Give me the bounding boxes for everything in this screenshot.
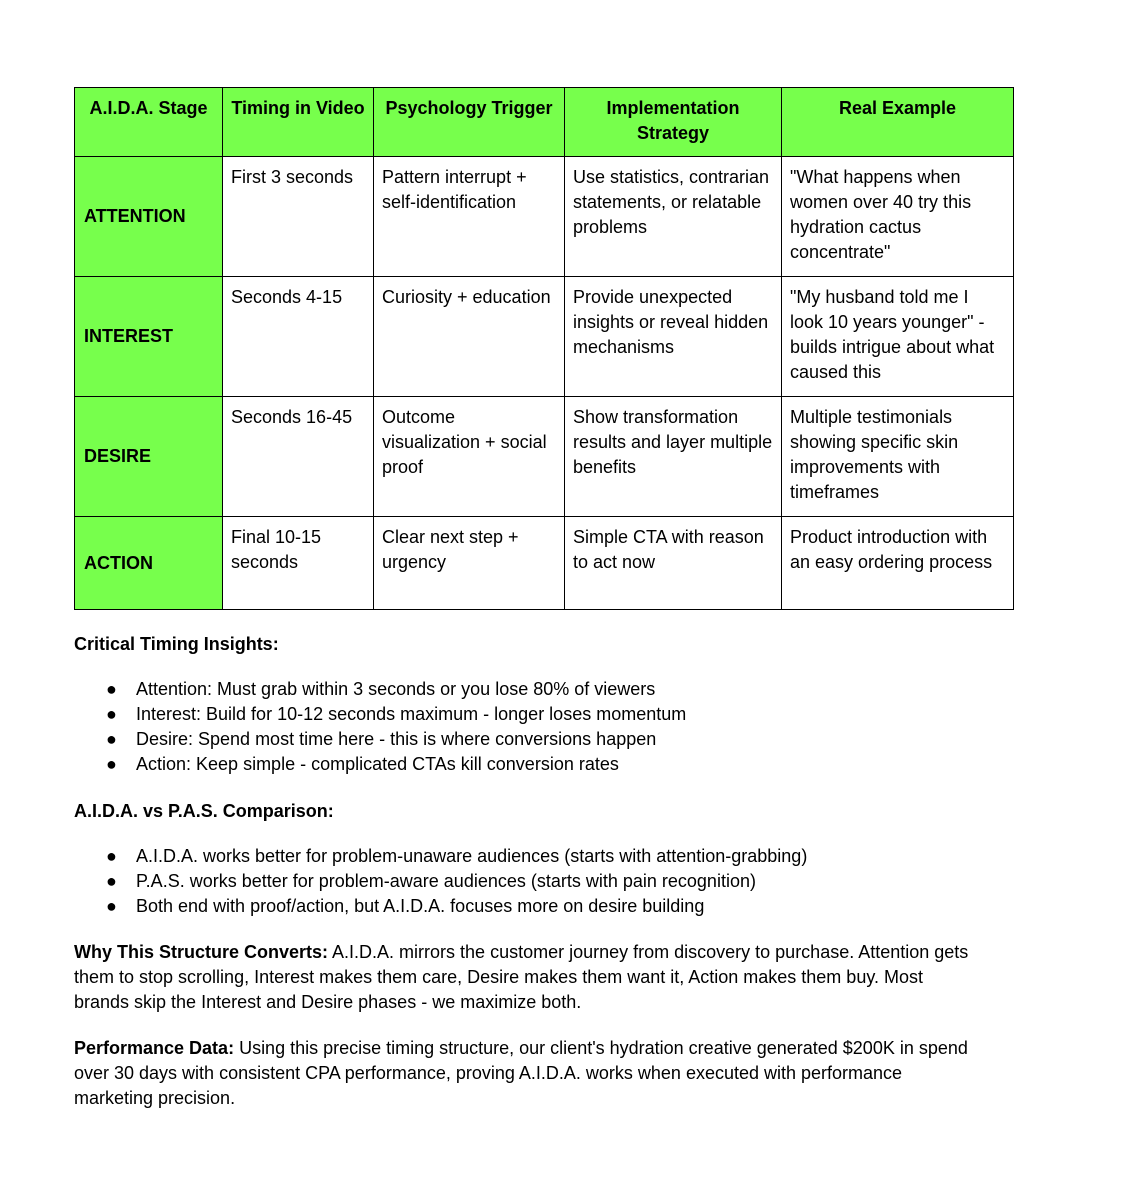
table-row [75,397,1014,517]
trigger-cell: Pattern interrupt + self-identification [374,157,565,277]
bullet-icon: ● [106,871,117,891]
table-header-row [75,88,1014,157]
table-row [75,157,1014,277]
timing-insights-heading: Critical Timing Insights: [74,634,279,654]
performance-paragraph [74,1036,974,1111]
list-item [74,702,974,727]
list-item [74,869,974,894]
stage-cell: ACTION [75,517,223,610]
stage-cell: DESIRE [75,397,223,517]
list-item [74,727,974,752]
aida-table [74,87,1014,610]
example-cell: Multiple testimonials showing specific skin improvements with timeframes [782,397,1014,517]
trigger-cell: Curiosity + education [374,277,565,397]
list-item-text: P.A.S. works better for problem-aware audiences (starts with pain recognition) [136,871,756,891]
stage-cell: ATTENTION [75,157,223,277]
table-row [75,517,1014,610]
example-cell: "My husband told me I look 10 years younger" - builds intrigue about what caused this [782,277,1014,397]
header-timing: Timing in Video [223,88,374,157]
why-converts-paragraph [74,940,974,1015]
timing-cell: Seconds 4-15 [223,277,374,397]
why-converts-text: A.I.D.A. mirrors the customer journey from discovery to purchase. Attention gets them to stop scrolling, Interest makes them care, Desire makes them want it, Action makes them buy. Most brands skip the Interest and Desire phases - we maximize both. [74,942,969,1012]
bullet-icon: ● [106,754,117,774]
strategy-cell: Use statistics, contrarian statements, or relatable problems [565,157,782,277]
example-cell: Product introduction with an easy ordering process [782,517,1014,610]
list-item-text: Desire: Spend most time here - this is where conversions happen [136,729,657,749]
list-item-text: Action: Keep simple - complicated CTAs kill conversion rates [136,754,619,774]
comparison-section [74,799,974,919]
trigger-cell: Outcome visualization + social proof [374,397,565,517]
comparison-heading: A.I.D.A. vs P.A.S. Comparison: [74,801,334,821]
timing-cell: First 3 seconds [223,157,374,277]
header-trigger: Psychology Trigger [374,88,565,157]
header-strategy: Implementation Strategy [565,88,782,157]
list-item-text: Both end with proof/action, but A.I.D.A. focuses more on desire building [136,896,705,916]
header-stage: A.I.D.A. Stage [75,88,223,157]
why-converts-label: Why This Structure Converts: [74,942,329,962]
timing-insights-section [74,632,974,777]
timing-insights-list [74,677,974,777]
strategy-cell: Simple CTA with reason to act now [565,517,782,610]
comparison-list [74,844,974,919]
list-item [74,844,974,869]
list-item-text: Attention: Must grab within 3 seconds or you lose 80% of viewers [136,679,656,699]
bullet-icon: ● [106,704,117,724]
list-item-text: A.I.D.A. works better for problem-unaware audiences (starts with attention-grabbing) [136,846,808,866]
bullet-icon: ● [106,896,117,916]
header-example: Real Example [782,88,1014,157]
stage-cell: INTEREST [75,277,223,397]
bullet-icon: ● [106,729,117,749]
timing-cell: Final 10-15 seconds [223,517,374,610]
strategy-cell: Provide unexpected insights or reveal hidden mechanisms [565,277,782,397]
bullet-icon: ● [106,846,117,866]
strategy-cell: Show transformation results and layer multiple benefits [565,397,782,517]
timing-cell: Seconds 16-45 [223,397,374,517]
trigger-cell: Clear next step + urgency [374,517,565,610]
example-cell: "What happens when women over 40 try this hydration cactus concentrate" [782,157,1014,277]
table-row [75,277,1014,397]
bullet-icon: ● [106,679,117,699]
list-item-text: Interest: Build for 10-12 seconds maximum - longer loses momentum [136,704,687,724]
performance-label: Performance Data: [74,1038,235,1058]
performance-text: Using this precise timing structure, our client's hydration creative generated $200K in spend over 30 days with consistent CPA performance, proving A.I.D.A. works when executed with performance marketing precision. [74,1038,968,1108]
list-item [74,752,974,777]
list-item [74,677,974,702]
list-item [74,894,974,919]
